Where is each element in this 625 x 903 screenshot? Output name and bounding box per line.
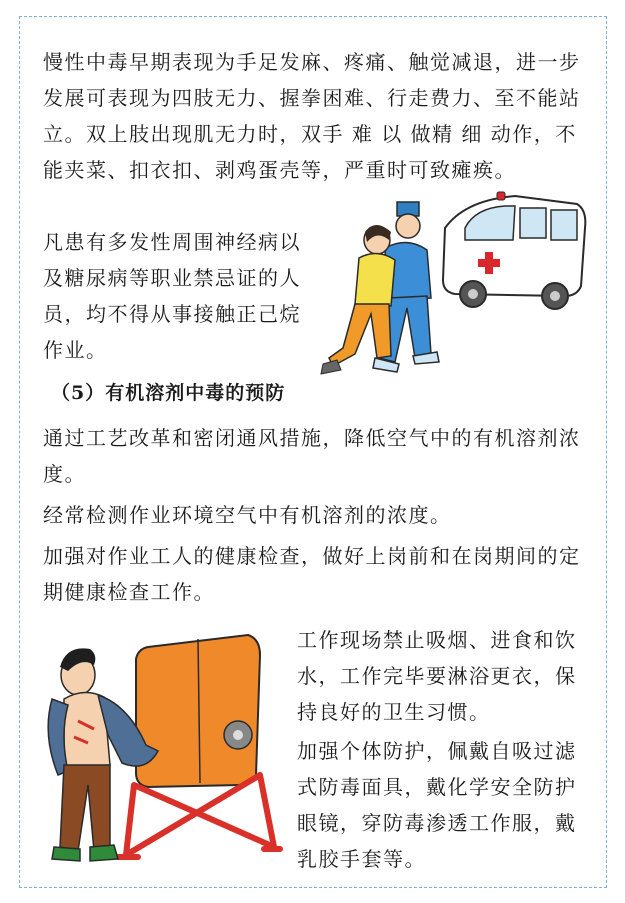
paragraph-ventilation: 通过工艺改革和密闭通风措施，降低空气中的有机溶剂浓度。	[43, 426, 581, 486]
patient-figure	[321, 225, 395, 374]
paragraph-chronic-symptoms: 慢性中毒早期表现为手足发麻、疼痛、触觉减退，进一步发展可表现为四肢无力、握拳困难、行走费力、至不能站立。双上肢出现肌无力时，双手 难 以 做精 细 动作，不能夹菜、扣衣扣、剥鸡蛋壳等，严重时可致瘫痪。	[43, 50, 581, 182]
paragraph-health-check: 加强对作业工人的健康检查，做好上岗前和在岗期间的定期健康检查工作。	[43, 544, 581, 604]
skin-irritation-worker-illustration	[38, 625, 278, 885]
paragraph-monitoring: 经常检测作业环境空气中有机溶剂的浓度。	[43, 503, 452, 527]
paragraph-protection: 加强个体防护，佩戴自吸过滤式防毒面具，戴化学安全防护眼镜，穿防毒渗透工作服，戴乳胶手套等。	[297, 739, 577, 871]
ambulance-rescue-illustration	[315, 188, 590, 393]
section-heading-prevention: （5）有机溶剂中毒的预防	[51, 382, 286, 404]
ambulance-icon	[443, 192, 585, 309]
paragraph-contraindication: 凡患有多发性周围神经病以及糖尿病等职业禁忌证的人员，均不得从事接触正己烷作业。	[43, 230, 301, 362]
paragraph-hygiene: 工作现场禁止吸烟、进食和饮水，工作完毕要淋浴更衣，保持良好的卫生习惯。	[297, 628, 577, 724]
